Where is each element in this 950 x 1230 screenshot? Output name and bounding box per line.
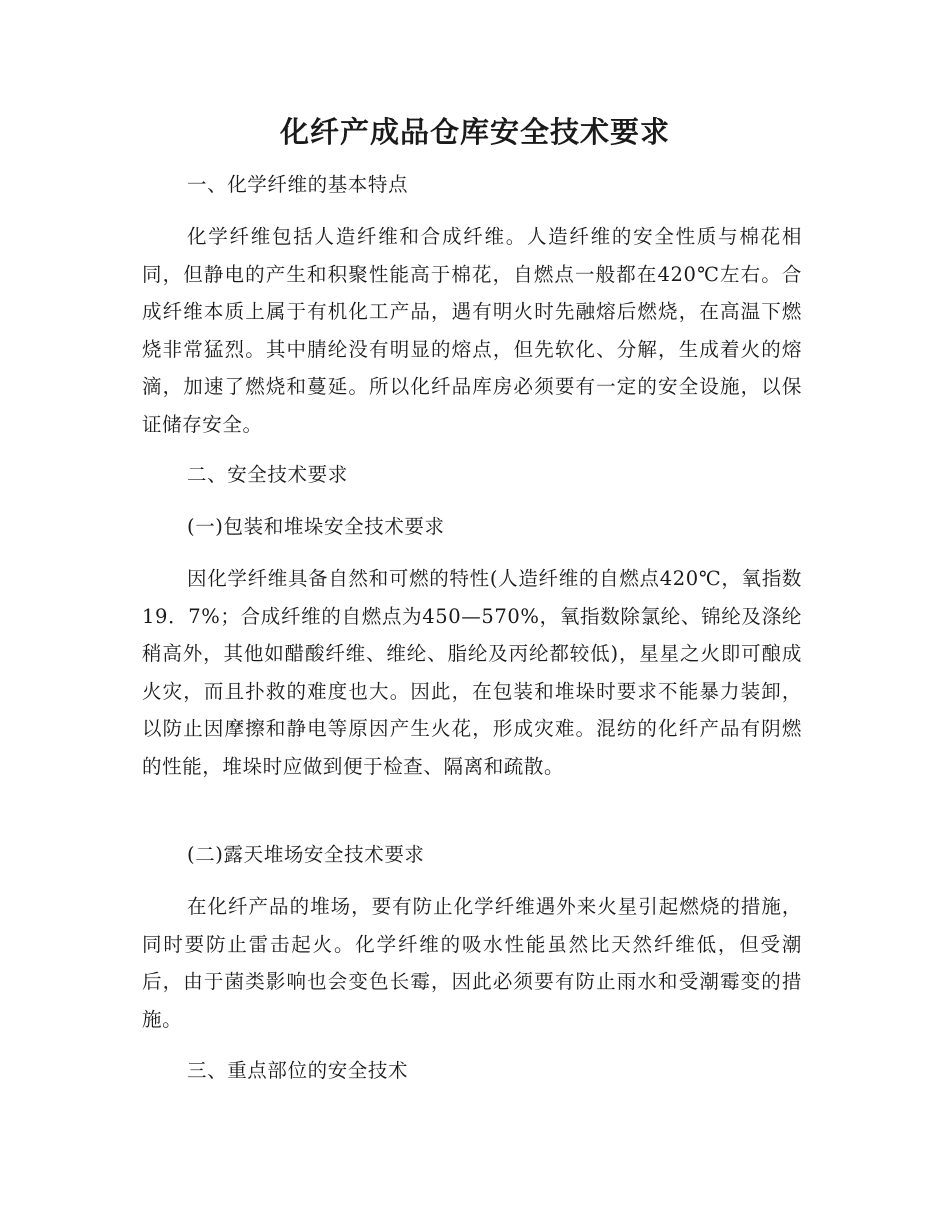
subsection-2-1-heading: (一)包装和堆垛安全技术要求 [187, 515, 445, 538]
subsection-2-1-paragraph: 因化学纤维具备自然和可燃的特性(人造纤维的自燃点420℃，氧指数19．7%；合成纤维的自燃点为450—570%，氧指数除氯纶、锦纶及涤纶稍高外，其他如醋酸纤维、维纶、脂纶及丙纶都较低)，星星之火即可酿成火灾，而且扑救的难度也大。因此，在包装和堆垛时要求不能暴力装卸，以防止因摩擦和静电等原因产生火花，形成灾难。混纺的化纤产品有阴燃的性能，堆垛时应做到便于检查、隔离和疏散。 [142, 567, 802, 778]
subsection-2-2-paragraph: 在化纤产品的堆场，要有防止化学纤维遇外来火星引起燃烧的措施，同时要防止雷击起火。化学纤维的吸水性能虽然比天然纤维低，但受潮后，由于菌类影响也会变色长霉，因此必须要有防止雨水和受潮霉变的措施。 [142, 895, 802, 1031]
section-2-heading: 二、安全技术要求 [187, 463, 348, 486]
section-1-heading: 一、化学纤维的基本特点 [187, 173, 409, 196]
section-1-paragraph: 化学纤维包括人造纤维和合成纤维。人造纤维的安全性质与棉花相同，但静电的产生和积聚性能高于棉花，自燃点一般都在420℃左右。合成纤维本质上属于有机化工产品，遇有明火时先融熔后燃烧，在高温下燃烧非常猛烈。其中腈纶没有明显的熔点，但先软化、分解，生成着火的熔滴，加速了燃烧和蔓延。所以化纤品库房必须要有一定的安全设施，以保证储存安全。 [142, 225, 802, 436]
section-3-heading: 三、重点部位的安全技术 [187, 1059, 409, 1082]
document-title: 化纤产成品仓库安全技术要求 [279, 115, 670, 149]
subsection-2-2-heading: (二)露天堆场安全技术要求 [187, 843, 425, 866]
